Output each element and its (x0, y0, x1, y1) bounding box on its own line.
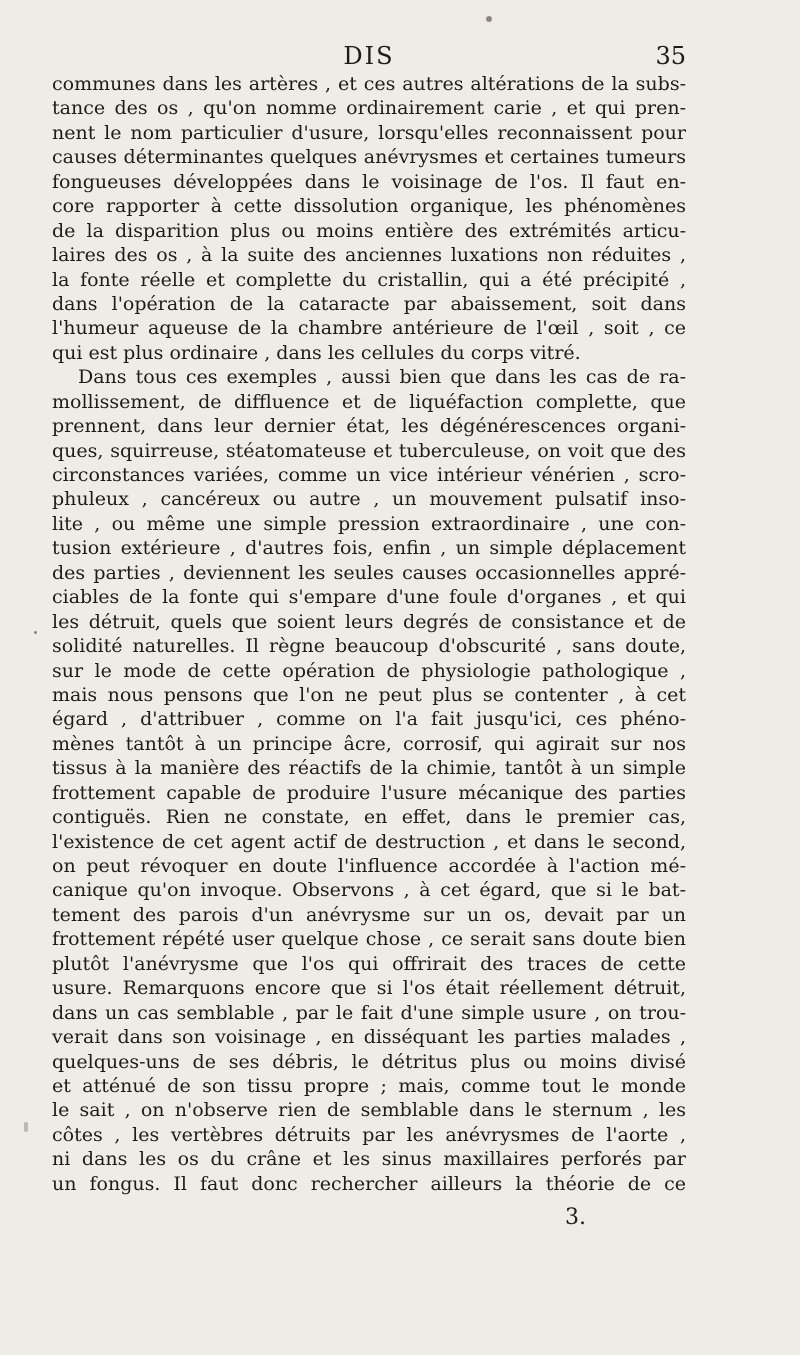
running-header (52, 38, 686, 74)
text-line: ciables de la fonte qui s'empare d'une foule d'organes , et qui (52, 586, 686, 609)
text-line: mais nous pensons que l'on ne peut plus se contenter , à cet (52, 683, 686, 706)
text-line: verait dans son voisinage , en disséquant les parties malades , (52, 1026, 686, 1049)
text-line: circonstances variées, comme un vice intérieur vénérien , scro- (52, 464, 686, 486)
text-line: le sait , on n'observe rien de semblable dans le sternum , les (52, 1099, 686, 1122)
text-line: causes déterminantes quelques anévrysmes et certaines tumeurs (52, 146, 686, 169)
ink-spot (24, 1122, 28, 1132)
text-line: prennent, dans leur dernier état, les dégénérescences organi- (52, 415, 686, 438)
text-line: lite , ou même une simple pression extraordinaire , une con- (52, 512, 686, 535)
text-line: phuleux , cancéreux ou autre , un mouvement pulsatif inso- (52, 488, 686, 511)
text-line: l'existence de cet agent actif de destruction , et dans le second, (52, 830, 686, 853)
text-line: usure. Remarquons encore que si l'os était réellement détruit, (52, 977, 686, 1000)
text-line: tissus à la manière des réactifs de la chimie, tantôt à un simple (52, 757, 686, 780)
running-title: DIS (343, 42, 395, 70)
text-line: un fongus. Il faut donc rechercher ailleurs la théorie de ce (52, 1172, 686, 1195)
text-line: égard , d'attribuer , comme on l'a fait jusqu'ici, ces phéno- (52, 708, 686, 731)
text-line: quelques-uns de ses débris, le détritus plus ou moins divisé (52, 1050, 686, 1073)
text-line: des parties , deviennent les seules causes occasionnelles appré- (52, 561, 686, 584)
text-line: tusion extérieure , d'autres fois, enfin , un simple déplacement (52, 537, 686, 560)
text-line: les détruit, quels que soient leurs degrés de consistance et de (52, 610, 686, 633)
text-line: contiguës. Rien ne constate, en effet, dans le premier cas, (52, 806, 686, 829)
text-line: frottement capable de produire l'usure mécanique des parties (52, 781, 686, 804)
text-line: communes dans les artères , et ces autres altérations de la subs- (52, 73, 686, 95)
text-line: dans un cas semblable , par le fait d'une simple usure , on trou- (52, 1001, 686, 1024)
text-line: laires des os , à la suite des anciennes luxations non réduites , (52, 244, 686, 267)
text-line: nent le nom particulier d'usure, lorsqu'elles reconnaissent pour (52, 121, 686, 144)
text-line: mollissement, de diffluence et de liquéfaction complette, que (52, 390, 686, 413)
text-line: l'humeur aqueuse de la chambre antérieure de l'œil , soit , ce (52, 317, 686, 340)
ink-spot (486, 16, 492, 22)
text-line: frottement répété user quelque chose , ce serait sans doute bien (52, 928, 686, 951)
text-line: de la disparition plus ou moins entière des extrémités articu- (52, 219, 686, 242)
text-line: ni dans les os du crâne et les sinus maxillaires perforés par (52, 1148, 686, 1171)
text-line: core rapporter à cette dissolution organique, les phénomènes (52, 195, 686, 218)
text-line: la fonte réelle et complette du cristallin, qui a été précipité , (52, 268, 686, 291)
signature-mark: 3. (565, 1205, 586, 1230)
page-number: 35 (655, 42, 686, 70)
text-line: et atténué de son tissu propre ; mais, comme tout le monde (52, 1074, 686, 1097)
text-line: Dans tous ces exemples , aussi bien que dans les cas de ra- (78, 366, 686, 389)
text-body (52, 72, 686, 1196)
text-line: sur le mode de cette opération de physiologie pathologique , (52, 659, 686, 682)
text-line: côtes , les vertèbres détruits par les anévrysmes de l'aorte , (52, 1123, 686, 1146)
text-line: on peut révoquer en doute l'influence accordée à l'action mé- (52, 855, 686, 877)
text-line: fongueuses développées dans le voisinage de l'os. Il faut en- (52, 170, 686, 193)
text-line: qui est plus ordinaire , dans les cellules du corps vitré. (52, 341, 581, 364)
text-line: solidité naturelles. Il règne beaucoup d'obscurité , sans doute, (52, 635, 686, 658)
text-line: canique qu'on invoque. Observons , à cet égard, que si le bat- (52, 879, 686, 902)
text-line: tance des os , qu'on nomme ordinairement carie , et qui pren- (52, 97, 686, 120)
text-line: tement des parois d'un anévrysme sur un os, devait par un (52, 903, 686, 926)
text-line: plutôt l'anévrysme que l'os qui offrirait des traces de cette (52, 952, 686, 975)
text-line: dans l'opération de la cataracte par abaissement, soit dans (52, 292, 686, 315)
text-line: ques, squirreuse, stéatomateuse et tuberculeuse, on voit que des (52, 439, 686, 462)
text-line: mènes tantôt à un principe âcre, corrosif, qui agirait sur nos (52, 732, 686, 755)
ink-spot (34, 631, 37, 634)
